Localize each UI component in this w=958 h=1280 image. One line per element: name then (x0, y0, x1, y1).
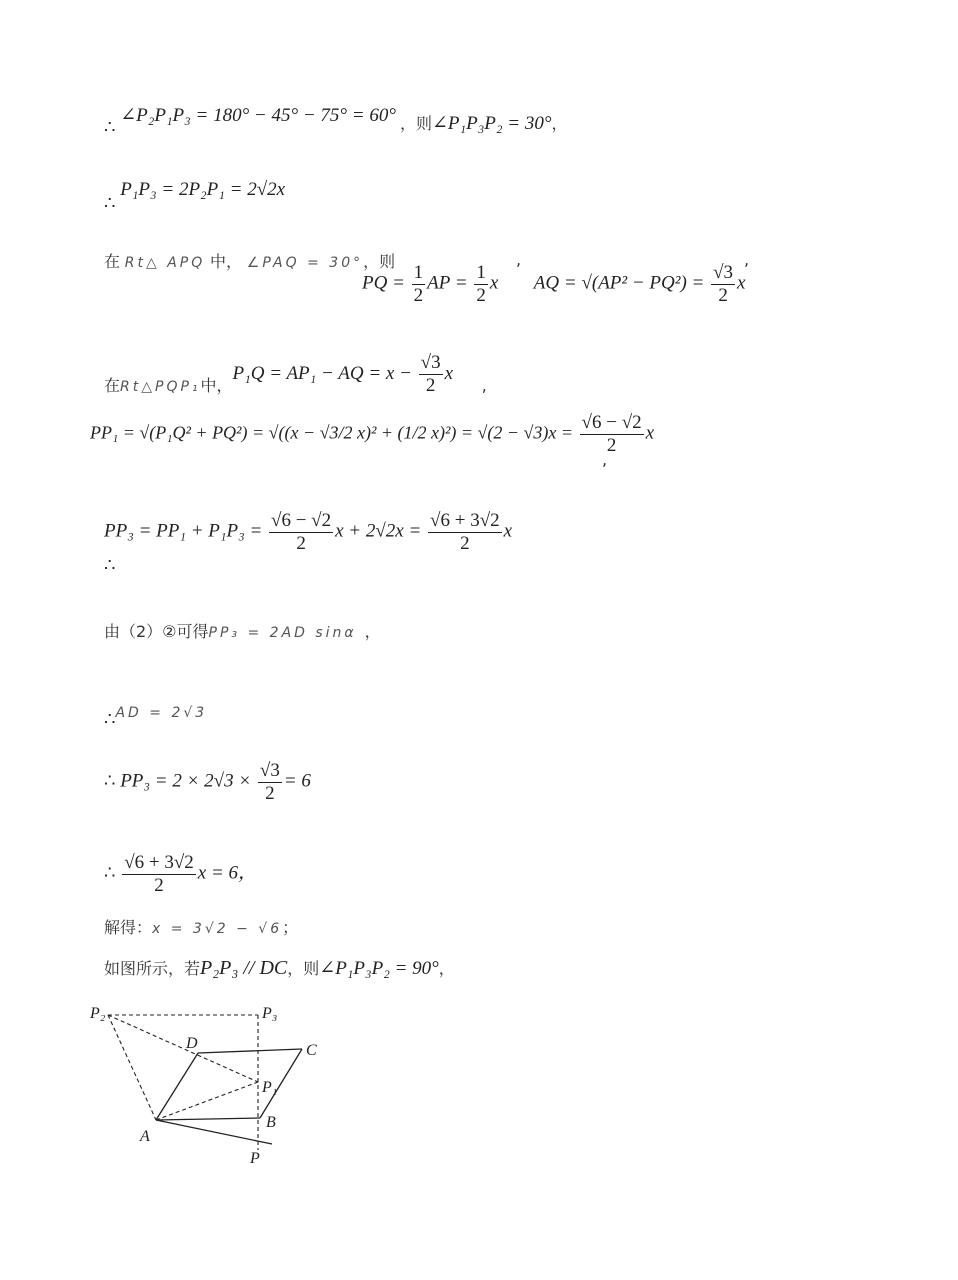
line-pp1 (90, 412, 654, 457)
fraction-half (412, 262, 426, 307)
segment-ap (156, 1120, 272, 1144)
pp3-sum: PP₃ = PP₁ + P₁P₃ = (104, 520, 268, 542)
text-zai: 在 (104, 375, 121, 395)
label-c: C (306, 1042, 317, 1059)
pp3-sin-formula: PP₃ = 2AD sinα (208, 625, 357, 641)
right-angle-equation: ∠P₁P₃P₂ = 90° (319, 958, 439, 979)
text-as-shown: 如图所示，若 (104, 959, 201, 978)
edge-da (156, 1053, 198, 1120)
var-x: x (737, 272, 746, 294)
var-x: x (444, 362, 454, 384)
fraction-root6-3root2 (428, 510, 502, 555)
pp3-product: PP₃ = 2 × 2√3 × (120, 770, 256, 792)
therefore-symbol: ∴ (104, 193, 116, 213)
var-x: x (489, 272, 499, 294)
denominator: 2 (154, 874, 164, 896)
line-rt-pqp1 (104, 342, 487, 396)
label-p2: P₂ (90, 1005, 106, 1022)
angle-paq: ∠PAQ = 30° (246, 255, 364, 271)
text-solve: 解得： (104, 918, 153, 937)
fraction-half-2 (474, 262, 488, 307)
text-from-2: 由（2）②可得 (104, 622, 209, 641)
denominator: 2 (425, 374, 436, 396)
numerator: √6 − √2 (581, 412, 642, 433)
semicolon: ； (282, 918, 299, 937)
equals-six: = 6 (283, 770, 311, 792)
denominator: 2 (606, 434, 617, 456)
numerator: √6 + 3√2 (124, 852, 194, 873)
text-zai: 在 (104, 252, 121, 271)
denominator: 2 (296, 532, 306, 554)
comma-mark: , (744, 250, 750, 269)
comma: , (481, 375, 487, 395)
label-p3: P₃ (262, 1005, 278, 1022)
equals-six: x = 6， (197, 862, 258, 884)
numerator: 1 (476, 262, 486, 283)
therefore-symbol: ∴ (104, 117, 116, 137)
line-pp3-value (104, 760, 311, 805)
text-zhong: 中， (210, 252, 243, 271)
therefore-symbol: ∴ (104, 770, 116, 791)
denominator: 2 (413, 284, 424, 306)
p1q-equation: P₁Q = AP₁ − AQ = x − (232, 362, 417, 384)
comma-mark: , (602, 450, 608, 469)
numerator: √3 (259, 760, 280, 781)
line-result (104, 918, 298, 937)
line-angle-p2p1p3 (104, 105, 568, 137)
line-ad (104, 702, 208, 729)
var-x: x (503, 520, 513, 542)
numerator: √6 + 3√2 (430, 510, 500, 531)
parallel-condition: P₂P₃ // DC (200, 957, 288, 979)
denominator: 2 (460, 532, 470, 554)
pp1-equation: PP₁ = √(P₁Q² + PQ²) = √((x − √3/2 x)² + (1/2 x)²) = √(2 − √3)x = (90, 422, 578, 443)
aq-equation: AQ = √(AP² − PQ²) = (533, 272, 710, 294)
pq-aq-equations (362, 262, 745, 307)
fraction-root3-half (419, 352, 443, 397)
triangle-pqp1: Rt△PQP₁ (120, 378, 201, 395)
line-pp3 (104, 510, 512, 555)
label-p1: P₁ (262, 1079, 278, 1096)
line-solve-x (104, 852, 257, 897)
denominator: 2 (476, 284, 486, 306)
numerator: √6 − √2 (271, 510, 332, 531)
edge-ab (156, 1118, 260, 1120)
numerator: √3 (713, 262, 734, 283)
label-p: P (250, 1150, 260, 1167)
fraction-root3-half (711, 262, 735, 307)
edge-cd (198, 1049, 302, 1053)
line-from-2 (104, 622, 381, 641)
text-ze: ，则 (399, 114, 432, 133)
angle-p1p3p2-equation: ∠P₁P₃P₂ = 30° (431, 113, 552, 134)
pq-label: PQ = (362, 272, 410, 294)
denominator: 2 (718, 284, 728, 306)
line-rt-apq (104, 252, 395, 271)
triangle-apq: Rt△ APQ (124, 255, 206, 271)
text-zhong: 中， (200, 375, 233, 395)
ad-value: AD = 2√3 (115, 705, 208, 721)
comma: ， (551, 114, 568, 133)
geometry-figure (80, 1000, 340, 1180)
therefore-symbol: ∴ (104, 862, 116, 883)
therefore-symbol: ∴ (104, 709, 116, 729)
text-ze: ，则 (363, 252, 396, 271)
label-a: A (140, 1128, 150, 1145)
numerator: √3 (420, 352, 441, 373)
angle-sum-equation: ∠P₂P₁P₃ = 180° − 45° − 75° = 60° (120, 105, 396, 126)
denominator: 2 (265, 782, 275, 804)
fraction-root6-root2 (580, 412, 644, 457)
fraction-root6-3root2 (122, 852, 196, 897)
line-parallel-case (104, 958, 455, 978)
label-b: B (266, 1114, 276, 1131)
pp3-mid: x + 2√2x = (335, 520, 427, 542)
comma-mark: , (516, 250, 522, 269)
text-ze: ，则 (287, 959, 320, 978)
label-d: D (186, 1035, 198, 1052)
dashed-p2a (108, 1015, 156, 1120)
line-p1p3 (104, 179, 286, 213)
comma: ， (438, 959, 455, 978)
therefore-symbol: ∴ (104, 555, 116, 575)
p1p3-equation: P₁P₃ = 2P₂P₁ = 2√2x (120, 179, 286, 200)
fraction-root6-root2 (269, 510, 333, 555)
ap-label: AP = (427, 272, 473, 294)
x-result: x = 3√2 − √6 (152, 921, 283, 937)
dashed-p2p1 (108, 1015, 258, 1082)
comma: ， (364, 622, 381, 641)
var-x: x (645, 422, 655, 444)
fraction-root3-half (258, 760, 282, 805)
numerator: 1 (413, 262, 424, 283)
dashed-ap1 (156, 1082, 258, 1120)
